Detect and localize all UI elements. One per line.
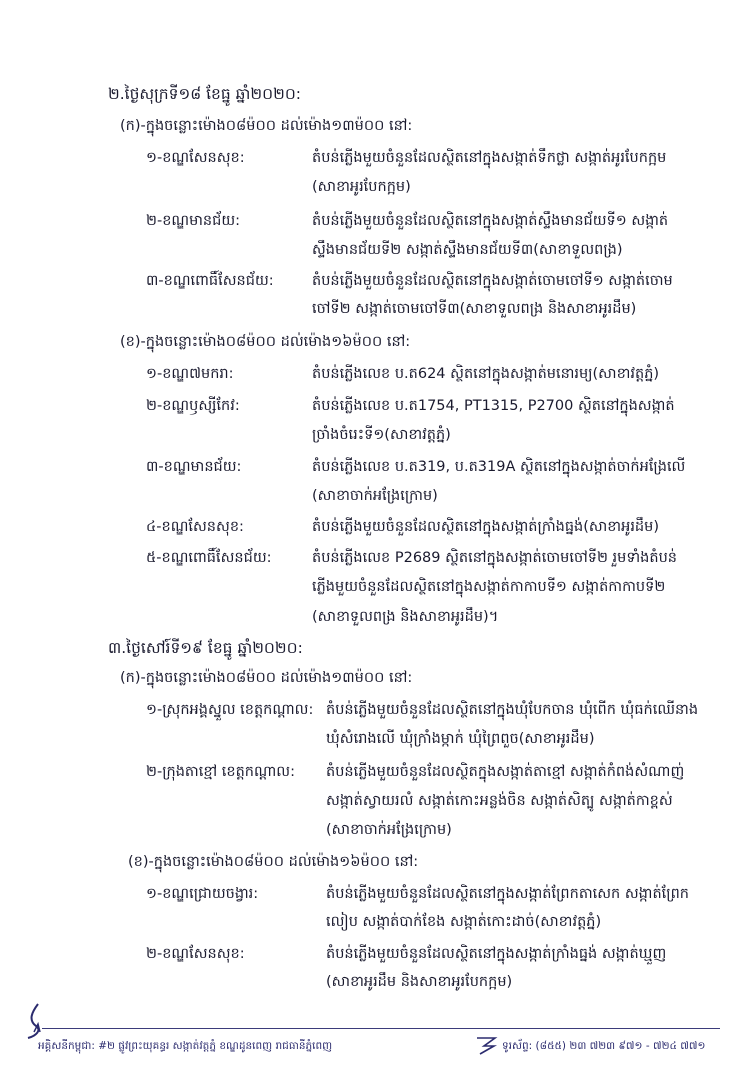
item-place: ២-ខណ្ឌមានជ័យ: (146, 213, 241, 229)
period-label: (ខ)-ក្នុងចន្លោះម៉ោង០៨ម៉០០ ដល់ម៉ោង១៦ម៉០០ នៅ: (120, 334, 411, 350)
item-line: លៀប សង្កាត់បាក់ខែង សង្កាត់កោះដាច់(សាខាវត្តភ្នំ) (326, 914, 602, 930)
item-line: តំបន់ភ្លើងមួយចំនួនដែលស្ថិតនៅក្នុងឃុំបែកចាន ឃុំពើក ឃុំធក់ឈើនាង (326, 702, 699, 718)
item-place: ១-ស្រុកអង្គស្នួល ខេត្តកណ្ដាល: (146, 702, 314, 718)
period-label: (ក)-ក្នុងចន្លោះម៉ោង០៨ម៉០០ ដល់ម៉ោង១៣ម៉០០ នៅ: (120, 670, 413, 686)
item-line: តំបន់ភ្លើងលេខ P2689 ស្ថិតនៅក្នុងសង្កាត់ចោមចៅទី២ រួមទាំងតំបន់ (312, 550, 677, 566)
item-line: ច្រាំងចំរេះទី១(សាខាវត្តភ្នំ) (312, 427, 451, 443)
item-line: (សាខាអូរដឹម និងសាខាអូរបែកក្អម) (326, 974, 513, 990)
item-line: តំបន់ភ្លើងមួយចំនួនដែលស្ថិតនៅក្នុងសង្កាត់ក្រាំងធ្នង់ សង្កាត់ឃ្មួញ (326, 946, 667, 962)
item-line: ភ្លើងមួយចំនួនដែលស្ថិតនៅក្នុងសង្កាត់កាកាបទី១ សង្កាត់កាកាបទី២ (312, 579, 666, 595)
period-label: (ខ)-ក្នុងចន្លោះម៉ោង០៨ម៉០០ ដល់ម៉ោង១៦ម៉០០ នៅ: (128, 854, 419, 870)
item-place: ២-ក្រុងតាខ្មៅ ខេត្តកណ្ដាល: (146, 764, 295, 780)
item-line: (សាខាចាក់អង្រែក្រោម) (312, 488, 438, 504)
item-line: (សាខាចាក់អង្រែក្រោម) (326, 822, 452, 838)
item-place: ១-ខណ្ឌសែនសុខ: (146, 150, 245, 166)
item-line: តំបន់ភ្លើងមួយចំនួនដែលស្ថិតនៅក្នុងសង្កាត់ស្ទឹងមានជ័យទី១ សង្កាត់ (312, 213, 669, 229)
item-line: តំបន់ភ្លើងមួយចំនួនដែលស្ថិតនៅក្នុងសង្កាត់ក្រាំងធ្នង់(សាខាអូរដឹម) (312, 519, 659, 535)
item-place: ៣-ខណ្ឌពោធិ៍សែនជ័យ: (146, 273, 274, 289)
item-line: តំបន់ភ្លើងមួយចំនួនដែលស្ថិតនៅក្នុងសង្កាត់ទឹកថ្លា សង្កាត់អូរបែកក្អម (312, 150, 667, 166)
item-line: តំបន់ភ្លើងមួយចំនួនដែលស្ថិតនៅក្នុងសង្កាត់ចោមចៅទី១ សង្កាត់ចោម (312, 273, 673, 289)
lightning-logo-icon (474, 1036, 498, 1056)
period-label: (ក)-ក្នុងចន្លោះម៉ោង០៨ម៉០០ ដល់ម៉ោង១៣ម៉០០ នៅ: (120, 118, 413, 134)
footer-address: អគ្គិសនីកម្ពុជា: #២ ផ្លូវព្រះយុគន្ធរ សង្កាត់វត្តភ្នំ ខណ្ឌដូនពេញ រាជធានីភ្នំពេញ (38, 1040, 333, 1052)
item-line: ចៅទី២ សង្កាត់ចោមចៅទី៣(សាខាទួលពង្រ និងសាខាអូរដឹម) (312, 301, 637, 317)
item-line: (សាខាទួលពង្រ និងសាខាអូរដឹម)។ (312, 609, 499, 625)
item-line: តំបន់ភ្លើងលេខ ប.ត1754, PT1315, P2700 ស្ថិតនៅក្នុងសង្កាត់ (312, 398, 675, 414)
edc-logo-icon (14, 1002, 54, 1042)
item-place: ៥-ខណ្ឌពោធិ៍សែនជ័យ: (146, 550, 272, 566)
item-line: ស្ទឹងមានជ័យទី២ សង្កាត់ស្ទឹងមានជ័យទី៣(សាខាទួលពង្រ) (312, 242, 623, 258)
item-place: ១-ខណ្ឌជ្រោយចង្វារ: (146, 886, 259, 902)
section-heading: ៣.ថ្ងៃសៅរ៍ទី១៩ ខែធ្នូ ឆ្នាំ២០២០: (108, 639, 303, 657)
item-place: ២-ខណ្ឌសែនសុខ: (146, 946, 245, 962)
item-place: ៤-ខណ្ឌសែនសុខ: (146, 519, 244, 535)
section-heading: ២.ថ្ងៃសុក្រទី១៨ ខែធ្នូ ឆ្នាំ២០២០: (108, 85, 302, 103)
item-line: សង្កាត់ស្វាយរលំ សង្កាត់កោះអន្លង់ចិន សង្កាត់សិត្បូ សង្កាត់កាខ្ពស់ (326, 793, 673, 809)
item-place: ៣-ខណ្ឌមានជ័យ: (146, 459, 242, 475)
item-line: តំបន់ភ្លើងលេខ ប.ត319, ប.ត319A ស្ថិតនៅក្នុងសង្កាត់ចាក់អង្រែលើ (312, 459, 686, 475)
item-line: តំបន់ភ្លើងមួយចំនួនដែលស្ថិតក្នុងសង្កាត់តាខ្មៅ សង្កាត់កំពង់សំណាញ់ (326, 764, 685, 780)
item-line: តំបន់ភ្លើងលេខ ប.ត624 ស្ថិតនៅក្នុងសង្កាត់មនោរម្យ(សាខាវត្តភ្នំ) (312, 366, 660, 382)
footer-phone: ទូរស័ព្ទ: (៨៥៥) ២៣ ៧២៣ ៩៧១ - ៧២៤ ៧៧១ (502, 1040, 706, 1052)
item-place: ២-ខណ្ឌឫស្សីកែវ: (146, 398, 240, 414)
item-line: (សាខាអូរបែកក្អម) (312, 179, 411, 195)
item-place: ១-ខណ្ឌ៧មករា: (146, 366, 234, 382)
item-line: តំបន់ភ្លើងមួយចំនួនដែលស្ថិតនៅក្នុងសង្កាត់ព្រែកតាសេក សង្កាត់ព្រែក (326, 886, 690, 902)
item-line: ឃុំសំរោងលើ ឃុំក្រាំងម្កាក់ ឃុំព្រៃពួច(សាខាអូរដឹម) (326, 731, 595, 747)
footer-divider (42, 1028, 720, 1029)
